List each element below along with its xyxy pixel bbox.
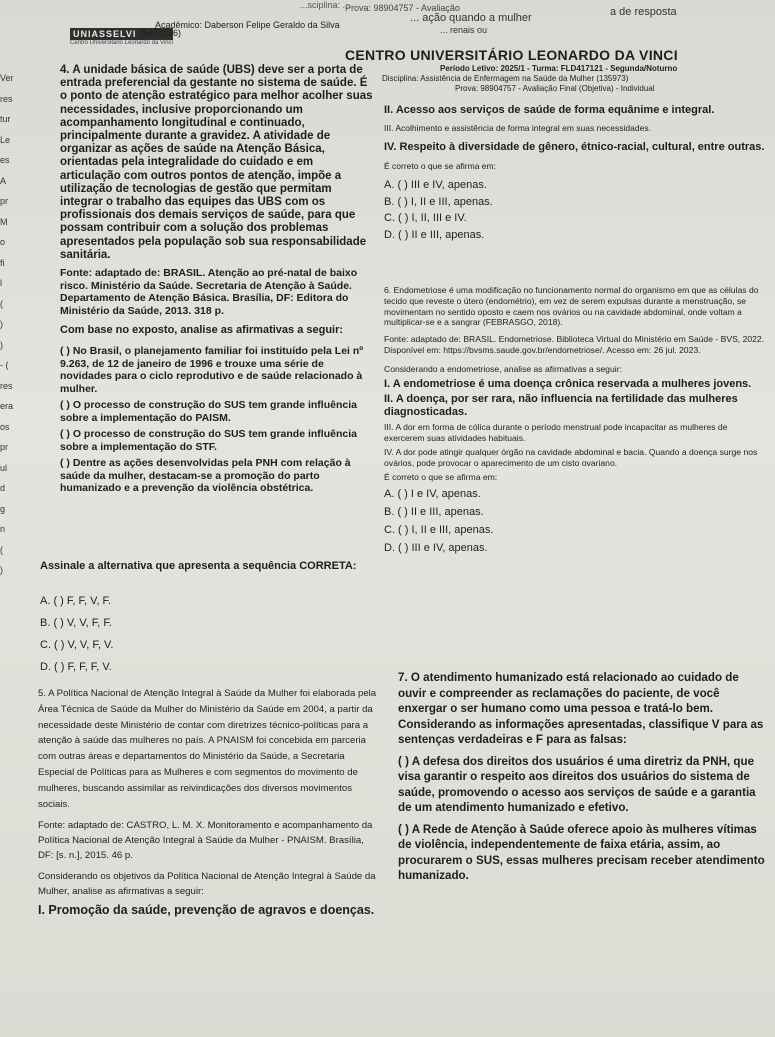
q4-sequence-prompt: Assinale a alternativa que apresenta a sequência CORRETA: (40, 560, 357, 572)
q3-item-2: II. Acesso aos serviços de saúde de forma equânime e integral. (384, 104, 715, 116)
q3-item-4: IV. Respeito à diversidade de gênero, étnico-racial, cultural, entre outras. (384, 141, 765, 154)
question-5 (38, 686, 378, 918)
institution-title: CENTRO UNIVERSITÁRIO LEONARDO DA VINCI (345, 47, 678, 63)
q4-options (40, 590, 113, 678)
logo-text: UNIASSELVI (70, 28, 173, 40)
q3-option-c[interactable]: C. ( ) I, II, III e IV. (384, 212, 467, 225)
q4-item-4: ( ) Dentre as ações desenvolvidas pela PNH com relação à saúde da mulher, destacam-se a promoção do parto humanizado e a prevenção da violência obstétrica. (60, 457, 351, 495)
q6-item-3: III. A dor em forma de cólica durante o período menstrual pode incapacitar as mulheres de exercerem suas atividades habituais. (384, 422, 728, 444)
q4-source: Fonte: adaptado de: BRASIL. Atenção ao pré-natal de baixo risco. Ministério da Saúde. Secretaria de Atenção à Saúde. Departamento de Atenção Básica. Brasília, DF: Editora do Ministério da Saúde, 2013. 318 p. (60, 267, 358, 317)
q5-item-1: I. Promoção da saúde, prevenção de agravos e doenças. (38, 903, 375, 918)
q3-options (384, 177, 770, 243)
q6-item-4: IV. A dor pode atingir qualquer órgão na cavidade abdominal e bacia. Quando a doença surge nos ovários, pode provocar o aparecimento de um cisto ovariano. (384, 446, 758, 468)
q4-text: 4. A unidade básica de saúde (UBS) deve ser a porta de entrada preferencial da gestante no sistema de saúde. É o ponto de atenção estratégico para melhor acolher suas necessidades, inclusive proporcionando um acompanhamento longitudinal e continuado, principalmente durante a gravidez. A atividade de organizar as ações de saúde na Atenção Básica, orientadas pela integralidade do cuidado e em articulação com outros pontos de atenção, impõe a utilização de tecnologias de gestão que permitam integrar o trabalho das equipes das UBS com os profissionais dos demais serviços de saúde, para que possam contribuir com a solução dos problemas apresentados pela população sob sua responsabilidade sanitária. (60, 64, 373, 261)
q6-option-c[interactable]: C. ( ) I, II e III, apenas. (384, 524, 494, 537)
q6-option-a[interactable]: A. ( ) I e IV, apenas. (384, 488, 481, 501)
top-fragment-small: ...sciplina: ... (300, 0, 351, 10)
q4-option-a[interactable]: A. ( ) F, F, V, F. (40, 595, 112, 607)
question-4 (60, 64, 375, 495)
q6-option-b[interactable]: B. ( ) II e III, apenas. (384, 506, 484, 519)
q4-option-b[interactable]: B. ( ) V, V, F, F. (40, 617, 112, 629)
q6-prompt: Considerando a endometriose, analise as afirmativas a seguir: (384, 363, 622, 374)
q3-prompt: É correto o que se afirma em: (384, 161, 496, 172)
q5-source: Fonte: adaptado de: CASTRO, L. M. X. Monitoramento e acompanhamento da Política Nacional de Atenção Integral à Saúde da Mulher - PNAISM. Brasília, DF: [s. n.], 2015. 46 p. (38, 820, 373, 862)
q7-item-2: ( ) A Rede de Atenção à Saúde oferece apoio às mulheres vítimas de violência, independentemente de faixa etária, assim, ao procurarem o SUS, essas mulheres precisam receber atendimento humanizado. (398, 822, 765, 882)
q6-source: Fonte: adaptado de: BRASIL. Endometriose. Biblioteca Virtual do Ministério em Saúde - BVS, 2022. Disponível em: https://bvsms.saude.gov.br/endometriose/. Acesso em: 26 jul. 2023. (384, 334, 765, 355)
q4-item-2: ( ) O processo de construção do SUS tem grande influência sobre a implementação do PAISM. (60, 399, 357, 424)
q4-item-3: ( ) O processo de construção do SUS tem grande influência sobre a implementação do STF. (60, 428, 357, 453)
q3-item-3: III. Acolhimento e assistência de forma integral em suas necessidades. (384, 123, 651, 134)
top-prova: Prova: 98904757 - Avaliação (345, 3, 460, 13)
q5-prompt: Considerando os objetivos da Política Nacional de Atenção Integral à Saúde da Mulher, analise as afirmativas a seguir: (38, 871, 376, 898)
q4-items (60, 345, 375, 495)
top-fragment-center: ... ação quando a mulher (410, 12, 532, 24)
q3-option-a[interactable]: A. ( ) III e IV, apenas. (384, 179, 487, 192)
q4-item-1: ( ) No Brasil, o planejamento familiar foi instituído pela Lei nº 9.263, de 12 de janeiro de 1996 e trouxe uma série de novidades para o ciclo reprodutivo e de saúde relacionado à mulher. (60, 345, 364, 395)
logo-sub: Centro Universitário Leonardo da Vinci (70, 40, 173, 46)
student-id: (5472336) (140, 28, 182, 38)
q4-prompt: Com base no exposto, analise as afirmativas a seguir: (60, 324, 344, 337)
q6-item-1: I. A endometriose é uma doença crônica reservada a mulheres jovens. (384, 377, 752, 390)
left-margin-cut: Ver res tur Le es A pr M o fi l ( ) ) - ( res era os pr ul d g n ( ) (0, 73, 14, 575)
discipline: Disciplina: Assistência de Enfermagem na Saúde da Mulher (135973) (382, 74, 629, 83)
q3-option-d[interactable]: D. ( ) II e III, apenas. (384, 228, 485, 241)
q3-option-b[interactable]: B. ( ) I, II e III, apenas. (384, 195, 493, 208)
period: Período Letivo: 2025/1 - Turma: FLD417121 - Segunda/Noturno (440, 64, 678, 73)
q5-text: 5. A Política Nacional de Atenção Integral à Saúde da Mulher foi elaborada pela Área Técnica de Saúde da Mulher do Ministério da Saúde em 2004, a partir da necessidade deste Ministério de contar com diretrizes técnico-políticas para a atenção à saúde das mulheres no país. A PNAISM foi concebida em parceria com outras áreas e departamentos do Ministério da Saúde, a Secretaria Especial de Políticas para as Mulheres e com segmentos do movimento de mulheres, buscando assimilar as reivindicações dos diversos movimentos sociais. (38, 688, 377, 810)
q6-options (384, 485, 770, 557)
top-fragment-center2: ... renais ou (440, 25, 488, 35)
top-fragment-right: a de resposta (610, 6, 677, 18)
q6-option-d[interactable]: D. ( ) III e IV, apenas. (384, 542, 488, 555)
question-7 (398, 670, 770, 884)
q7-item-1: ( ) A defesa dos direitos dos usuários é uma diretriz da PNH, que visa garantir o respeito aos direitos dos usuários do sistema de saúde, promovendo o acesso aos serviços de saúde e a garantia de um atendimento humanizado e efetivo. (398, 754, 756, 814)
exam-label: Prova: 98904757 - Avaliação Final (Objetiva) - Individual (455, 84, 655, 93)
q6-item-2: II. A doença, por ser rara, não influencia na fertilidade das mulheres diagnosticadas. (384, 393, 738, 418)
q7-text: 7. O atendimento humanizado está relacionado ao cuidado de ouvir e compreender as reclamações do paciente, de você enxergar o ser humano como uma pessoa e tratá-lo bem. Considerando as informações apresentadas, classifique V para as sentenças verdadeiras e F para as falsas: (398, 671, 764, 746)
q4-option-c[interactable]: C. ( ) V, V, F, V. (40, 639, 114, 651)
academic-name: Acadêmico: Daberson Felipe Geraldo da Silva (155, 20, 340, 30)
question-3-tail (384, 104, 770, 243)
q6-answer-prompt: É correto o que se afirma em: (384, 472, 498, 483)
q4-option-d[interactable]: D. ( ) F, F, F, V. (40, 661, 112, 673)
question-6 (384, 285, 770, 557)
q6-text: 6. Endometriose é uma modificação no funcionamento normal do organismo em que as células do tecido que reveste o útero (endométrio), em vez de serem expulsas durante a menstruação, se movimentam no sentido oposto e caem nos ovários ou na cavidade abdominal, onde voltam a multiplicar-se e a sangrar (FEBRASGO, 2018). (384, 285, 759, 328)
